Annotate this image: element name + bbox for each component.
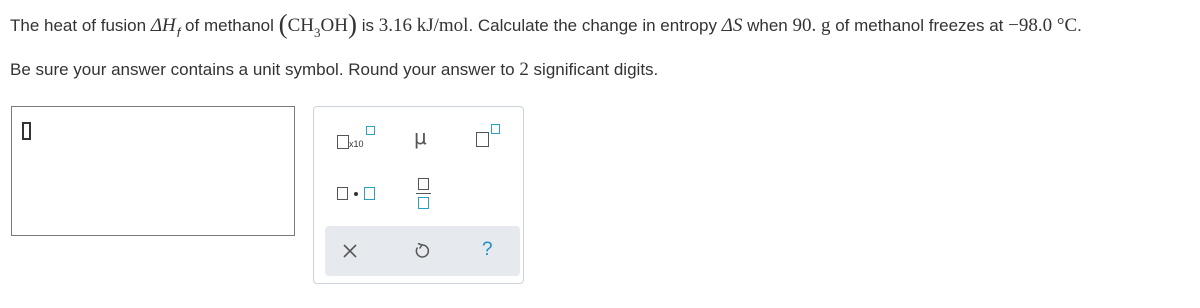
question-text: of methanol freezes at xyxy=(830,16,1009,35)
delta-h-symbol: ΔH xyxy=(150,15,176,36)
question-text: when xyxy=(742,16,793,35)
answer-input[interactable] xyxy=(11,106,295,236)
help-icon[interactable]: ? xyxy=(482,239,493,260)
question-line-2 xyxy=(10,59,658,81)
multiply-dot-icon[interactable] xyxy=(337,187,377,203)
scientific-notation-icon[interactable]: x10 xyxy=(337,126,379,152)
question-text: is xyxy=(356,16,379,35)
clear-icon[interactable] xyxy=(342,243,358,259)
mass-value: 90. g xyxy=(792,15,831,36)
sig-digits-value: 2 xyxy=(519,59,529,80)
superscript-icon[interactable] xyxy=(476,124,504,150)
heat-of-fusion-value: 3.16 xyxy=(378,15,412,36)
delta-s-symbol: ΔS xyxy=(721,15,743,36)
temperature-value: −98.0 °C xyxy=(1008,15,1078,36)
mu-icon[interactable]: μ xyxy=(414,125,427,149)
chemical-formula: $(CH_3OH)$ xyxy=(278,9,357,40)
heat-of-fusion-units: kJ/mol xyxy=(411,15,469,36)
question-text: The heat of fusion xyxy=(10,16,151,35)
question-line-1 xyxy=(10,7,1082,38)
instruction-text: significant digits. xyxy=(528,60,659,79)
fraction-icon[interactable] xyxy=(416,178,432,212)
question-text: . Calculate the change in entropy xyxy=(468,16,722,35)
question-text: . xyxy=(1077,16,1082,35)
instruction-text: Be sure your answer contains a unit symbol. Round your answer to xyxy=(10,60,520,79)
undo-icon[interactable] xyxy=(413,242,431,260)
answer-cursor xyxy=(22,122,31,140)
question-text: of methanol xyxy=(180,16,279,35)
fusion-subscript: f xyxy=(176,25,181,40)
